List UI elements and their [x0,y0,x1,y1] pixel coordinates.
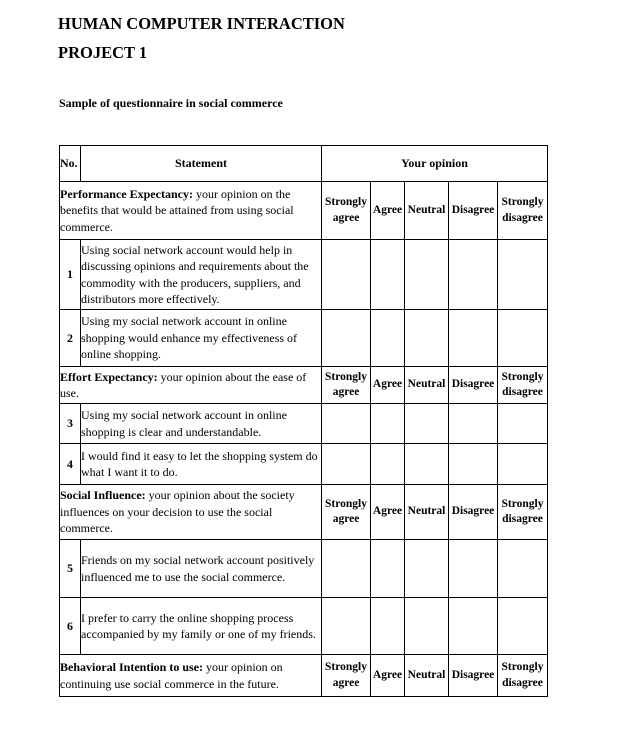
answer-cell-strongly-disagree[interactable] [498,310,548,367]
section-title: Behavioral Intention to use: [60,660,204,674]
answer-cell-disagree[interactable] [449,240,498,310]
section-heading [60,367,322,404]
answer-cell-strongly-agree[interactable] [322,240,371,310]
document-title: HUMAN COMPUTER INTERACTION [58,14,345,33]
question-text: I prefer to carry the online shopping process accompanied by my family or one of my friends. [81,598,322,655]
question-number: 6 [60,598,81,655]
section-title: Performance Expectancy: [60,186,193,201]
answer-cell-strongly-disagree[interactable] [498,444,548,485]
answer-cell-strongly-disagree[interactable] [498,240,548,310]
answer-cell-strongly-agree[interactable] [322,404,371,444]
question-text: Friends on my social network account positively influenced me to use the social commerce. [81,540,322,598]
answer-cell-strongly-agree[interactable] [322,444,371,485]
answer-cell-disagree[interactable] [449,540,498,598]
section-title: Effort Expectancy: [60,369,158,384]
section-description: your opinion on the benefits that would be attained from using social commerce. [60,186,294,234]
question-text: Using my social network account in online shopping is clear and understandable. [81,404,322,444]
answer-cell-agree[interactable] [371,444,405,485]
option-disagree: Disagree [449,182,498,240]
question-row [60,310,548,367]
question-row [60,404,548,444]
option-neutral: Neutral [405,367,449,404]
answer-cell-strongly-disagree[interactable] [498,540,548,598]
answer-cell-neutral[interactable] [405,240,449,310]
answer-cell-neutral[interactable] [405,404,449,444]
section-description: your opinion about the society influences on your decision to use the social commerce. [60,488,295,536]
header-row [60,146,548,182]
answer-cell-agree[interactable] [371,598,405,655]
answer-cell-disagree[interactable] [449,310,498,367]
option-strongly-disagree: Strongly disagree [498,182,548,240]
question-text: Using social network account would help in discussing opinions and requirements about the commodity with the producers, suppliers, and distributors more effectively. [81,240,322,310]
section-description: your opinion on continuing use social commerce in the future. [60,660,283,691]
option-agree: Agree [371,485,405,540]
option-strongly-agree: Strongly agree [322,485,371,540]
answer-cell-neutral[interactable] [405,598,449,655]
answer-cell-strongly-disagree[interactable] [498,404,548,444]
option-neutral: Neutral [405,655,449,697]
option-neutral: Neutral [405,485,449,540]
option-strongly-agree: Strongly agree [322,367,371,404]
option-agree: Agree [371,367,405,404]
question-text: Using my social network account in online shopping would enhance my effectiveness of online shopping. [81,310,322,367]
question-text: I would find it easy to let the shopping system do what I want it to do. [81,444,322,485]
option-strongly-disagree: Strongly disagree [498,367,548,404]
option-strongly-disagree: Strongly disagree [498,655,548,697]
answer-cell-neutral[interactable] [405,540,449,598]
section-row [60,367,548,404]
questionnaire-body [60,182,548,697]
table-caption: Sample of questionnaire in social commerce [59,96,283,110]
question-number: 5 [60,540,81,598]
section-heading [60,655,322,697]
question-row [60,240,548,310]
option-disagree: Disagree [449,367,498,404]
questionnaire-table [59,145,548,697]
option-strongly-agree: Strongly agree [322,655,371,697]
section-heading [60,485,322,540]
header-statement: Statement [81,146,322,182]
section-row [60,182,548,240]
section-heading [60,182,322,240]
answer-cell-strongly-agree[interactable] [322,598,371,655]
option-disagree: Disagree [449,655,498,697]
answer-cell-agree[interactable] [371,240,405,310]
answer-cell-strongly-agree[interactable] [322,540,371,598]
option-disagree: Disagree [449,485,498,540]
question-row [60,598,548,655]
header-opinion: Your opinion [322,146,548,182]
answer-cell-agree[interactable] [371,310,405,367]
header-no: No. [60,146,81,182]
answer-cell-disagree[interactable] [449,598,498,655]
answer-cell-strongly-agree[interactable] [322,310,371,367]
answer-cell-agree[interactable] [371,404,405,444]
question-number: 1 [60,240,81,310]
answer-cell-disagree[interactable] [449,404,498,444]
option-neutral: Neutral [405,182,449,240]
option-agree: Agree [371,182,405,240]
option-agree: Agree [371,655,405,697]
question-row [60,444,548,485]
question-number: 3 [60,404,81,444]
answer-cell-neutral[interactable] [405,310,449,367]
answer-cell-neutral[interactable] [405,444,449,485]
answer-cell-agree[interactable] [371,540,405,598]
option-strongly-disagree: Strongly disagree [498,485,548,540]
question-number: 4 [60,444,81,485]
project-label: PROJECT 1 [58,43,148,62]
answer-cell-disagree[interactable] [449,444,498,485]
question-number: 2 [60,310,81,367]
question-row [60,540,548,598]
section-row [60,485,548,540]
section-row [60,655,548,697]
section-title: Social Influence: [60,488,146,503]
answer-cell-strongly-disagree[interactable] [498,598,548,655]
option-strongly-agree: Strongly agree [322,182,371,240]
section-description: your opinion about the ease of use. [60,369,307,400]
